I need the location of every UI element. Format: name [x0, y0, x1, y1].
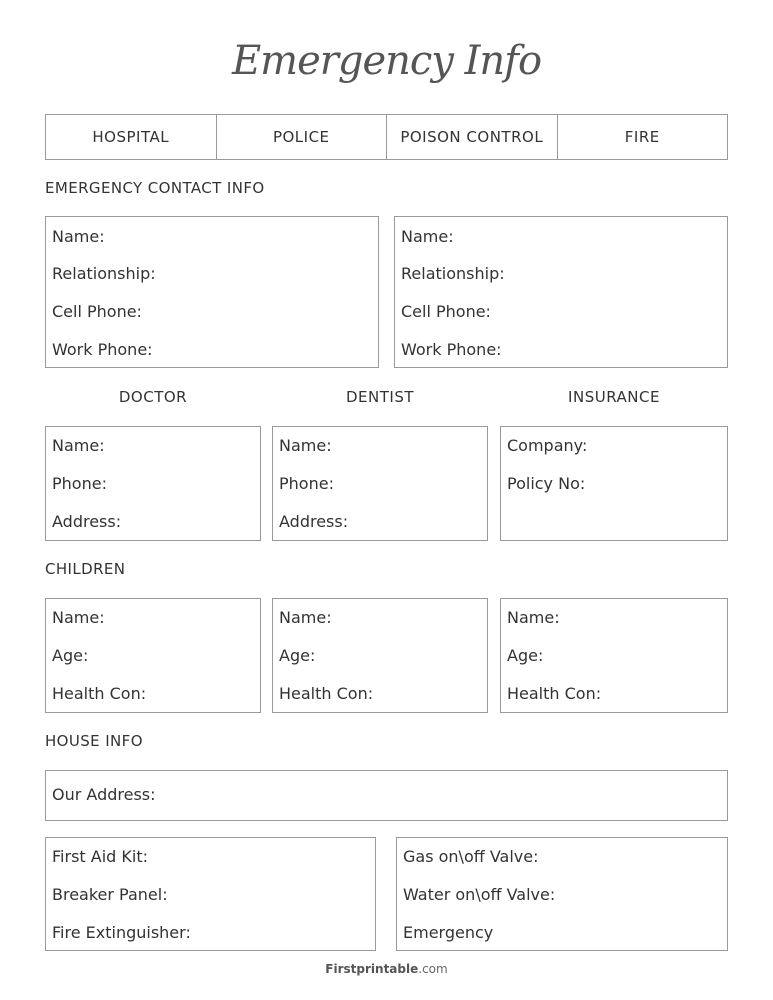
field-breaker-panel: Breaker Panel:: [52, 885, 168, 904]
house-box-left: [45, 837, 376, 951]
field-phone: Phone:: [279, 474, 334, 493]
field-work-phone: Work Phone:: [52, 340, 153, 359]
emergency-numbers-table: [45, 114, 728, 160]
field-health-con: Health Con:: [507, 684, 602, 703]
field-our-address: Our Address:: [52, 785, 156, 804]
field-name: Name:: [401, 227, 454, 246]
field-phone: Phone:: [52, 474, 107, 493]
doctor-heading: DOCTOR: [118, 388, 188, 406]
house-info-heading: HOUSE INFO: [45, 732, 143, 750]
field-work-phone: Work Phone:: [401, 340, 502, 359]
footer-brand: Firstprintable: [325, 962, 419, 976]
field-name: Name:: [52, 436, 105, 455]
field-age: Age:: [279, 646, 316, 665]
field-health-con: Health Con:: [52, 684, 147, 703]
insurance-heading: INSURANCE: [568, 388, 660, 406]
dentist-box: [272, 426, 488, 541]
fire-cell: FIRE: [624, 128, 660, 146]
police-cell: POLICE: [217, 115, 388, 159]
poison-control-cell: POISON CONTROL: [387, 115, 558, 159]
field-address: Address:: [279, 512, 349, 531]
field-water-valve: Water on\off Valve:: [403, 885, 556, 904]
field-cell-phone: Cell Phone:: [401, 302, 491, 321]
insurance-box: [500, 426, 728, 541]
field-emergency: Emergency: [403, 923, 494, 942]
field-company: Company:: [507, 436, 588, 455]
child-box-1: [45, 598, 261, 713]
emergency-contact-box-1: [45, 216, 379, 368]
footer-domain: .com: [418, 962, 448, 976]
emergency-contact-box-2: [394, 216, 728, 368]
hospital-cell: HOSPITAL: [46, 115, 217, 159]
field-name: Name:: [279, 608, 332, 627]
children-heading: CHILDREN: [45, 560, 126, 578]
footer: [0, 962, 773, 976]
field-name: Name:: [52, 227, 105, 246]
field-health-con: Health Con:: [279, 684, 374, 703]
field-name: Name:: [279, 436, 332, 455]
field-first-aid-kit: First Aid Kit:: [52, 847, 148, 866]
address-box: [45, 770, 728, 821]
field-name: Name:: [52, 608, 105, 627]
field-name: Name:: [507, 608, 560, 627]
field-fire-extinguisher: Fire Extinguisher:: [52, 923, 191, 942]
house-box-right: [396, 837, 728, 951]
field-age: Age:: [52, 646, 89, 665]
page-title: Emergency Info: [231, 38, 542, 84]
field-relationship: Relationship:: [52, 264, 156, 283]
doctor-box: [45, 426, 261, 541]
field-policy-no: Policy No:: [507, 474, 586, 493]
field-cell-phone: Cell Phone:: [52, 302, 142, 321]
field-address: Address:: [52, 512, 122, 531]
child-box-2: [272, 598, 488, 713]
dentist-heading: DENTIST: [345, 388, 415, 406]
field-relationship: Relationship:: [401, 264, 505, 283]
field-gas-valve: Gas on\off Valve:: [403, 847, 539, 866]
child-box-3: [500, 598, 728, 713]
field-age: Age:: [507, 646, 544, 665]
emergency-contact-heading: EMERGENCY CONTACT INFO: [45, 179, 265, 197]
